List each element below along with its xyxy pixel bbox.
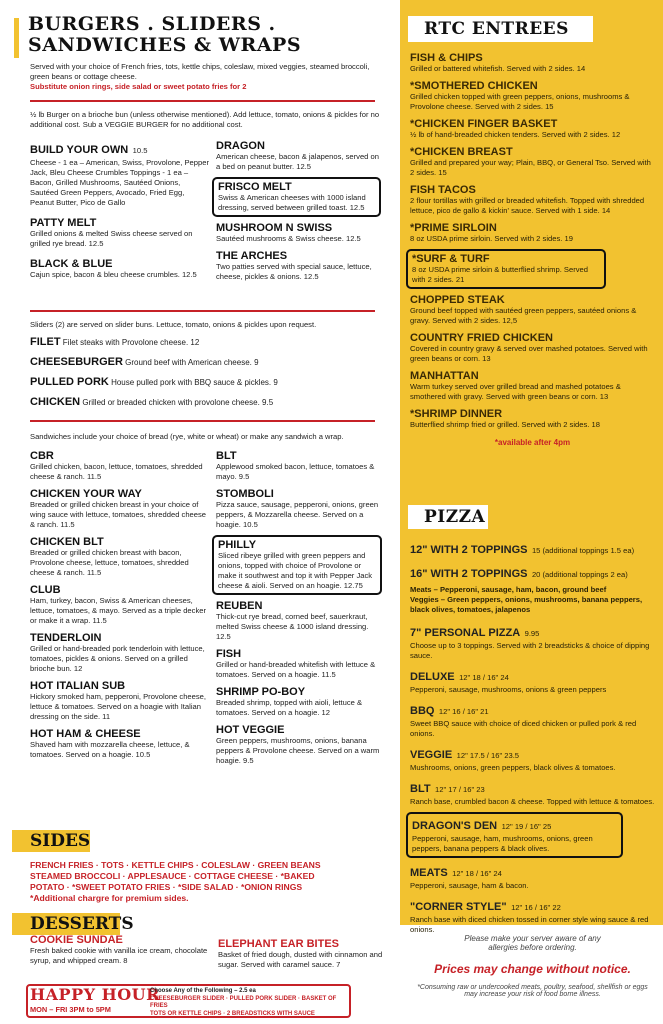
menu-item: SHRIMP PO-BOY Breaded shrimp, topped with aioli, lettuce & tomatoes. Served on a hoagie. 12 (216, 686, 363, 717)
slider-item: PULLED PORK House pulled pork with BBQ sauce & pickles. 9 (30, 376, 278, 388)
divider (30, 100, 375, 102)
menu-item-highlighted: *SURF & TURF 8 oz USDA prime sirloin & butterflied shrimp. Served with 2 sides. 21 (406, 249, 606, 289)
menu-item-highlighted: PHILLY Sliced ribeye grilled with green peppers and onions, topped with choice of Provolone or make it southwest and top it with Pepper Jack cheese & aioli. Served on an hoagie. 12.75 (212, 535, 382, 595)
pizza-item: DELUXE 12" 18 / 16" 24 Pepperoni, sausage, mushrooms, onions & green peppers (410, 671, 607, 694)
pizza-item: BLT 12" 17 / 16" 23 Ranch base, crumbled bacon & cheese. Topped with lettuce & tomatoes. (410, 783, 655, 806)
pizza-item: VEGGIE 12" 17.5 / 16" 23.5 Mushrooms, onions, green peppers, black olives & tomatoes. (410, 749, 616, 772)
footer-notes (410, 934, 655, 998)
happy-hour-title: HAPPY HOUR (30, 985, 160, 1004)
allergy-note: Please make your server aware of any allergies before ordering. (464, 934, 601, 952)
sliders-intro: Sliders (2) are served on slider buns. Lettuce, tomato, onions & pickles upon request. (30, 320, 317, 329)
menu-item: HOT ITALIAN SUB Hickory smoked ham, pepperoni, Provolone cheese, lettuce & tomatoes. Served on a hoagie with Italian dressing on the side. 11 (30, 680, 207, 721)
burgers-title-line1: BURGERS . SLIDERS . (28, 13, 276, 35)
divider (30, 310, 375, 312)
pizza-item: MEATS 12" 18 / 16" 24 Pepperoni, sausage, ham & bacon. (410, 867, 529, 890)
dessert-item: ELEPHANT EAR BITES Basket of fried dough, dusted with cinnamon and sugar. Served with caramel sauce. 7 (218, 938, 383, 969)
menu-item: REUBEN Thick-cut rye bread, corned beef, sauerkraut, melted Swiss cheese & 1000 island dressing. 12.5 (216, 600, 369, 641)
sandwiches-left-list (30, 450, 210, 760)
menu-item: BLT Applewood smoked bacon, lettuce, tomatoes & mayo. 9.5 (216, 450, 375, 481)
menu-item: FISH TACOS 2 flour tortillas with grilled or breaded whitefish. Topped with shredded lettuce, pico de gallo & kickin' sauce. Served with 1 side. 14 (410, 184, 645, 215)
slider-item: CHEESEBURGER Ground beef with American cheese. 9 (30, 356, 259, 368)
burgers-note: ½ lb Burger on a brioche bun (unless otherwise mentioned). Add lettuce, tomato, onions & pickles for no additional cost. Sub a VEGGIE BURGER for no additional cost. (30, 110, 380, 129)
menu-item: DRAGON American cheese, bacon & jalapenos, served on a bed on peanut butter. 12.5 (216, 140, 379, 171)
burgers-intro-block (30, 62, 370, 92)
divider (30, 420, 375, 422)
menu-item: CHICKEN YOUR WAY Breaded or grilled chicken breast in your choice of wing sauce with lettuce, tomatoes, shredded cheese & ranch. 11.5 (30, 488, 207, 529)
rtc-list (410, 52, 655, 447)
menu-item: MUSHROOM N SWISS Sautéed mushrooms & Swiss cheese. 12.5 (216, 222, 361, 243)
burgers-left-list (30, 140, 210, 280)
menu-item: *SHRIMP DINNER Butterflied shrimp fried or grilled. Served with 2 sides. 18 (410, 408, 600, 429)
menu-item: FISH Grilled or hand-breaded whitefish with lettuce & tomatoes. Served on a hoagie. 11.5 (216, 648, 376, 679)
menu-item: THE ARCHES Two patties served with special sauce, lettuce, cheese, pickles & onions. 12.5 (216, 250, 372, 281)
menu-item: *PRIME SIRLOIN 8 oz USDA prime sirloin. Served with 2 sides. 19 (410, 222, 573, 243)
sandwiches-intro: Sandwiches include your choice of bread (rye, white or wheat) or make any sandwich a wrap. (30, 432, 344, 441)
slider-item: CHICKEN Grilled or breaded chicken with provolone cheese. 9.5 (30, 396, 274, 408)
rtc-note: *available after 4pm (494, 438, 571, 447)
happy-hour-hours: MON – FRI 3PM to 5PM (30, 1005, 111, 1014)
menu-item: COUNTRY FRIED CHICKEN Covered in country gravy & served over mashed potatoes. Served with green beans or corn. 13 (410, 332, 648, 363)
menu-item: CLUB Ham, turkey, bacon, Swiss & American cheeses, lettuce, tomatoes, & mayo. Served as a triple decker or make it a wrap. 11.5 (30, 584, 207, 625)
burgers-intro: Served with your choice of French fries, tots, kettle chips, coleslaw, mixed veggies, steamed broccoli, green beans or cottage cheese. (30, 62, 370, 81)
pizza-list (410, 540, 658, 935)
sides-list: FRENCH FRIES · TOTS · KETTLE CHIPS · COLESLAW · GREEN BEANS STEAMED BROCCOLI · APPLESAUCE · COTTAGE CHEESE · *BAKED POTATO · *SWEET POTATO FRIES · *SIDE SALAD · *ONION RINGS *Additional chargre for premium sides. (30, 860, 321, 903)
pizza-item: 16" WITH 2 TOPPINGS 20 (additional toppings 2 ea) (410, 568, 628, 580)
menu-item: PATTY MELT Grilled onions & melted Swiss cheese served on grilled rye bread. 12.5 (30, 217, 193, 248)
menu-item: CBR Grilled chicken, bacon, lettuce, tomatoes, shredded cheese & ranch. 11.5 (30, 450, 203, 481)
pizza-item: "CORNER STYLE" 12" 16 / 16" 22 Ranch base with diced chicken tossed in corner style wing sauce & red onions. (410, 901, 649, 934)
pizza-item: BBQ 12" 16 / 16" 21 Sweet BBQ sauce with choice of diced chicken or pulled pork & red onions. (410, 705, 637, 738)
pizza-item-highlighted: DRAGON'S DEN 12" 19 / 16" 25 Pepperoni, sausage, ham, mushrooms, onions, green peppers, banana peppers & black olives. (406, 812, 623, 858)
menu-item: CHICKEN BLT Breaded or grilled chicken breast with bacon, Provolone cheese, lettuce, tomatoes, shredded cheese & ranch. 11.5 (30, 536, 189, 577)
menu-item: BUILD YOUR OWN 10.5 Cheese - 1 ea – American, Swiss, Provolone, Pepper Jack, Bleu Cheese Crumbles Toppings - 1 ea – Bacon, Grilled Mushrooms, Sautéed Onions, Sautéed Green Peppers, Avocado, Fried Egg, Peanut Butter, Pico de Gallo (30, 144, 209, 207)
dessert-item: COOKIE SUNDAE Fresh baked cookie with vanilla ice cream, chocolate syrup, and whipped cream. 8 (30, 934, 208, 965)
rtc-banner: RTC ENTREES (408, 16, 593, 42)
consumer-warning: *Consuming raw or undercooked meats, poultry, seafood, shellfish or eggs may increase your risk of food borne illness. (417, 984, 648, 998)
sandwiches-right-list (216, 450, 382, 766)
slider-item: FILET Filet steaks with Provolone cheese. 12 (30, 336, 200, 348)
pizza-item: 12" WITH 2 TOPPINGS 15 (additional toppings 1.5 ea) (410, 544, 635, 556)
menu-item: STOMBOLI Pizza sauce, sausage, pepperoni, onions, green peppers, & Mozzarella cheese. Served on a hoagie. 10.5 (216, 488, 379, 529)
menu-item: HOT VEGGIE Green peppers, mushrooms, onions, banana peppers & Provolone cheese. Served on a warm hoagie. 9.5 (216, 724, 380, 765)
menu-item: CHOPPED STEAK Ground beef topped with sautéed green peppers, sautéed onions & gravy. Served with 2 sides. 12,5 (410, 294, 637, 325)
menu-item: *CHICKEN BREAST Grilled and prepared your way; Plain, BBQ, or General Tso. Served with 2 sides. 15 (410, 146, 651, 177)
menu-item: *CHICKEN FINGER BASKET ½ lb of hand-breaded chicken tenders. Served with 2 sides. 12 (410, 118, 621, 139)
menu-item: FISH & CHIPS Grilled or battered whitefish. Served with 2 sides. 14 (410, 52, 586, 73)
happy-hour-details: Choose Any of the Following – 2.5 ea CHEESEBURGER SLIDER · PULLED PORK SLIDER · BASKET OF FRIES TOTS OR KETTLE CHIPS · 2 BREADSTICKS WITH SAUCE (150, 988, 337, 1017)
burgers-header (0, 8, 400, 60)
pizza-banner: PIZZA (408, 505, 488, 529)
desserts-banner: DESSERTS (12, 913, 120, 935)
pizza-toppings: Meats – Pepperoni, sausage, ham, bacon, ground beef Veggies – Green peppers, onions, mushrooms, banana peppers, black olives, tomatoes, jalapenos (410, 585, 643, 614)
burgers-intro-red: Substitute onion rings, side salad or sweet potato fries for 2 (30, 82, 247, 91)
menu-item: MANHATTAN Warm turkey served over grilled bread and mashed potatoes & smothered with gravy. Served with green beans or corn. 13 (410, 370, 621, 401)
burgers-right-list (216, 140, 381, 282)
menu-item: *SMOTHERED CHICKEN Grilled chicken topped with green peppers, onions, mushrooms & Provolone cheese. Served with 2 sides. 15 (410, 80, 630, 111)
burgers-title-line2: SANDWICHES & WRAPS (28, 34, 302, 56)
menu-item: HOT HAM & CHEESE Shaved ham with mozzarella cheese, lettuce, & tomatoes. Served on a hoagie. 10.5 (30, 728, 190, 759)
menu-item-highlighted: FRISCO MELT Swiss & American cheeses with 1000 island dressing, served between grilled toast. 12.5 (212, 177, 381, 217)
sides-banner: SIDES (12, 830, 90, 852)
menu-item: BLACK & BLUE Cajun spice, bacon & bleu cheese crumbles. 12.5 (30, 258, 197, 279)
header-accent (14, 18, 19, 58)
prices-note: Prices may change without notice. (434, 962, 631, 976)
menu-item: TENDERLOIN Grilled or hand-breaded pork tenderloin with lettuce, tomatoes, pickles & onions. Served on a grilled brioche bun. 12 (30, 632, 205, 673)
pizza-item: 7" PERSONAL PIZZA 9.95 Choose up to 3 toppings. Served with 2 breadsticks & choice of dipping sauce. (410, 627, 650, 660)
